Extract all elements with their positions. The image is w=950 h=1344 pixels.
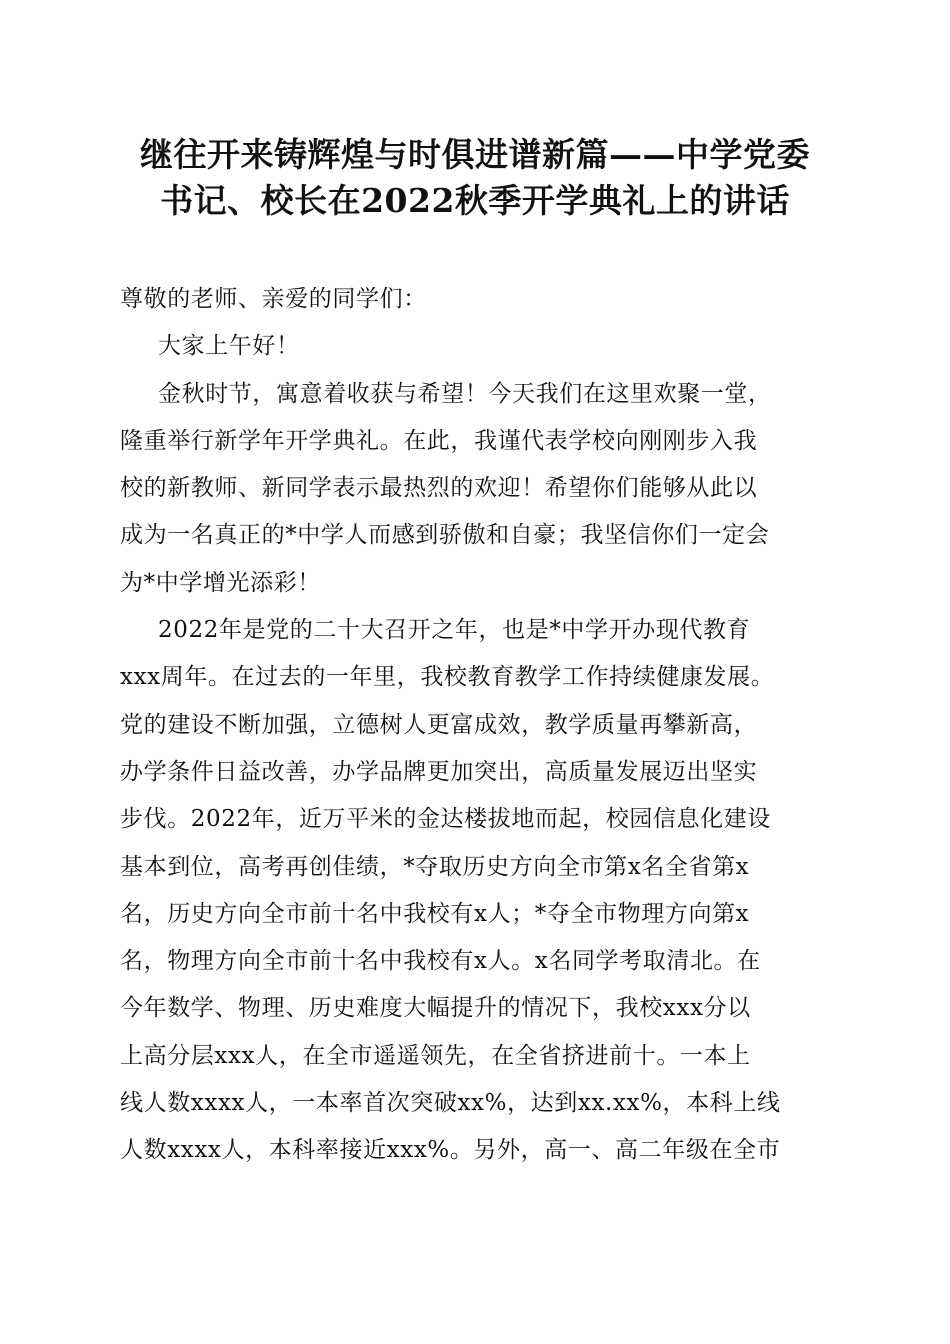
paragraph-2-line: 线人数xxxx人，一本率首次突破xx%，达到xx.xx%，本科上线: [120, 1090, 781, 1117]
paragraph-2-line: 名，历史方向全市前十名中我校有x人；*夺全市物理方向第x: [120, 900, 750, 927]
greeting: 大家上午好！: [158, 333, 300, 360]
paragraph-1-line: 校的新教师、新同学表示最热烈的欢迎！希望你们能够从此以: [120, 475, 758, 502]
paragraph-2-line: 今年数学、物理、历史难度大幅提升的情况下，我校xxx分以: [120, 995, 751, 1022]
paragraph-2-line: 人数xxxx人，本科率接近xxx%。另外，高一、高二年级在全市: [120, 1137, 781, 1164]
paragraph-2-line: xxx周年。在过去的一年里，我校教育教学工作持续健康发展。: [120, 664, 775, 691]
paragraph-2-line: 名，物理方向全市前十名中我校有x人。x名同学考取清北。在: [120, 948, 761, 975]
document-body: [120, 276, 840, 1175]
paragraph-1: [120, 371, 840, 607]
paragraph-2-line: 基本到位，高考再创佳绩，*夺取历史方向全市第x名全省第x: [120, 853, 750, 880]
paragraph-2-line: 办学条件日益改善，办学品牌更加突出，高质量发展迈出坚实: [120, 758, 758, 785]
paragraph-1-line: 金秋时节，寓意着收获与希望！今天我们在这里欢聚一堂，: [158, 380, 772, 407]
title-line-2: 书记、校长在2022秋季开学典礼上的讲话: [160, 181, 790, 220]
paragraph-2-line: 上高分层xxx人，在全市遥遥领先，在全省挤进前十。一本上: [120, 1042, 751, 1069]
paragraph-2: [120, 607, 840, 1175]
paragraph-1-line: 隆重举行新学年开学典礼。在此，我谨代表学校向刚刚步入我: [120, 427, 758, 454]
paragraph-2-line: 党的建设不断加强，立德树人更富成效，教学质量再攀新高，: [120, 711, 758, 738]
paragraph-1-line: 为*中学增光添彩！: [120, 569, 321, 596]
paragraph-2-line: 步伐。2022年，近万平米的金达楼拔地而起，校园信息化建设: [120, 806, 771, 833]
salutation: 尊敬的老师、亲爱的同学们：: [120, 286, 427, 312]
document-title: [100, 132, 850, 224]
paragraph-2-line: 2022年是党的二十大召开之年，也是*中学开办现代教育: [158, 617, 751, 644]
paragraph-1-line: 成为一名真正的*中学人而感到骄傲和自豪；我坚信你们一定会: [120, 522, 770, 549]
title-line-1: 继往开来铸辉煌与时俱进谱新篇——中学党委: [140, 135, 810, 174]
